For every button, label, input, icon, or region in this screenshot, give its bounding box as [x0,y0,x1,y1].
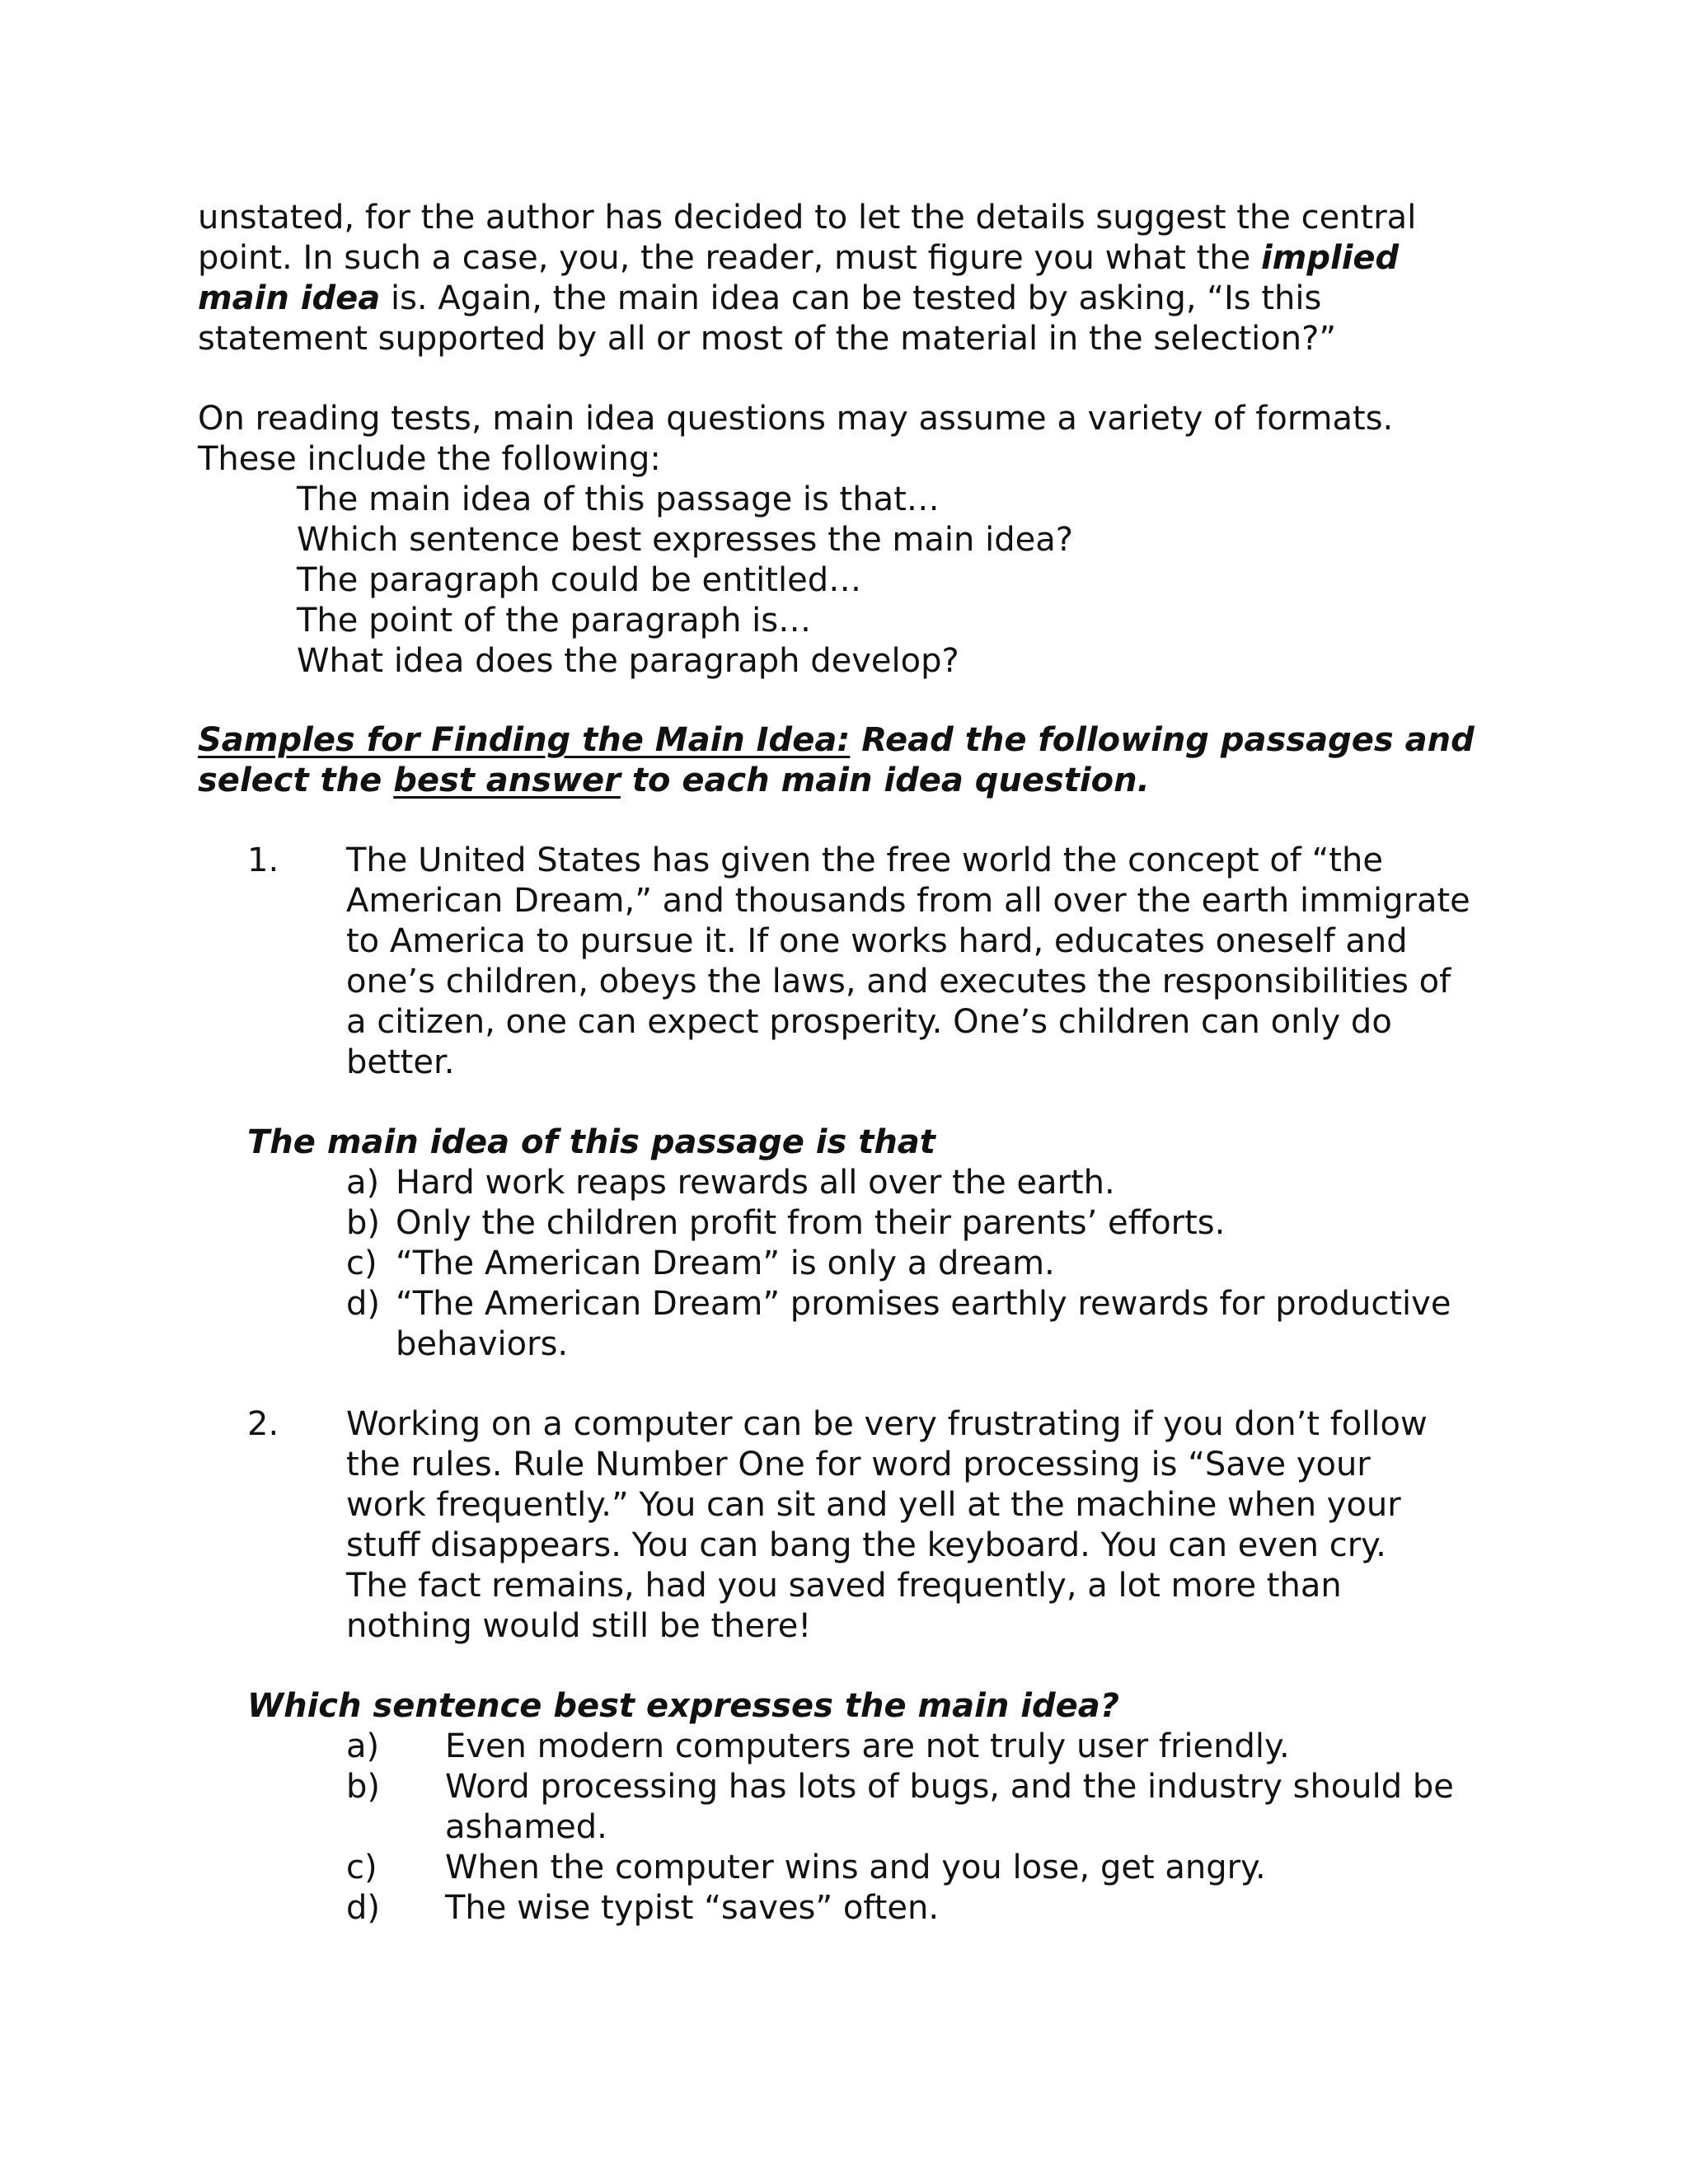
answer-letter: d) [346,1889,380,1927]
samples-heading-text: Read the following passages and [850,721,1475,759]
answer-letter: a) [346,1727,380,1765]
answer-letter: a) [346,1164,380,1202]
answer-option: “The American Dream” is only a dream. [396,1244,1055,1282]
format-item: The point of the paragraph is… [297,602,812,640]
format-item: What idea does the paragraph develop? [297,642,959,680]
answer-letter: b) [346,1768,380,1806]
question-number: 2. [247,1405,279,1443]
intro-line [198,279,1321,319]
answer-option: The wise typist “saves” often. [445,1889,940,1927]
question-number: 1. [247,841,279,879]
answer-option: Hard work reaps rewards all over the earth. [396,1164,1115,1202]
format-item: Which sentence best expresses the main idea? [297,521,1073,559]
answer-letter: d) [346,1285,380,1323]
passage-line: better. [346,1043,455,1081]
samples-heading-text: select the [198,762,394,799]
passage-line: a citizen, one can expect prosperity. One’s children can only do [346,1003,1392,1041]
answer-letter: c) [346,1244,377,1282]
answer-option: “The American Dream” promises earthly rewards for productive [396,1285,1451,1323]
passage-line: The United States has given the free world the concept of “the [346,841,1383,879]
emphasis-main-idea: main idea [198,279,381,317]
intro-line: unstated, for the author has decided to let the details suggest the central [198,199,1417,237]
passage-line: one’s children, obeys the laws, and executes the responsibilities of [346,963,1451,1001]
question-prompt: The main idea of this passage is that [247,1123,935,1161]
format-item: The paragraph could be entitled… [297,561,862,599]
formats-line: On reading tests, main idea questions may assume a variety of formats. [198,400,1394,438]
answer-option: When the computer wins and you lose, get angry. [445,1849,1266,1886]
intro-text: point. In such a case, you, the reader, must figure you what the [198,239,1261,277]
passage-line: the rules. Rule Number One for word processing is “Save your [346,1446,1371,1483]
answer-option: Word processing has lots of bugs, and the industry should be [445,1768,1454,1806]
emphasis-implied: implied [1260,239,1400,277]
best-answer-underlined: best answer [393,762,621,799]
answer-option-continued: behaviors. [396,1325,569,1363]
answer-letter: b) [346,1204,380,1242]
intro-line: statement supported by all or most of the material in the selection?” [198,320,1337,358]
passage-line: American Dream,” and thousands from all over the earth immigrate [346,882,1470,920]
passage-line: to America to pursue it. If one works hard, educates oneself and [346,922,1408,960]
passage-line: The fact remains, had you saved frequently, a lot more than [346,1567,1342,1605]
passage-line: stuff disappears. You can bang the keyboard. You can even cry. [346,1526,1386,1564]
samples-heading [198,720,1475,761]
samples-heading-text: to each main idea question. [620,762,1150,799]
passage-line: Working on a computer can be very frustrating if you don’t follow [346,1405,1428,1443]
intro-line [198,238,1399,279]
answer-option: Only the children profit from their parents’ efforts. [396,1204,1226,1242]
answer-option: Even modern computers are not truly user friendly. [445,1727,1290,1765]
samples-heading [198,761,1150,801]
samples-heading-underlined: Samples for Finding the Main Idea: [198,721,851,759]
answer-letter: c) [346,1849,377,1886]
formats-line: These include the following: [198,440,661,478]
answer-option-continued: ashamed. [445,1808,607,1846]
passage-line: work frequently.” You can sit and yell at the machine when your [346,1486,1401,1524]
intro-text: is. Again, the main idea can be tested by asking, “Is this [380,279,1322,317]
question-prompt: Which sentence best expresses the main idea? [247,1687,1119,1725]
passage-line: nothing would still be there! [346,1607,812,1645]
format-item: The main idea of this passage is that… [297,480,940,518]
